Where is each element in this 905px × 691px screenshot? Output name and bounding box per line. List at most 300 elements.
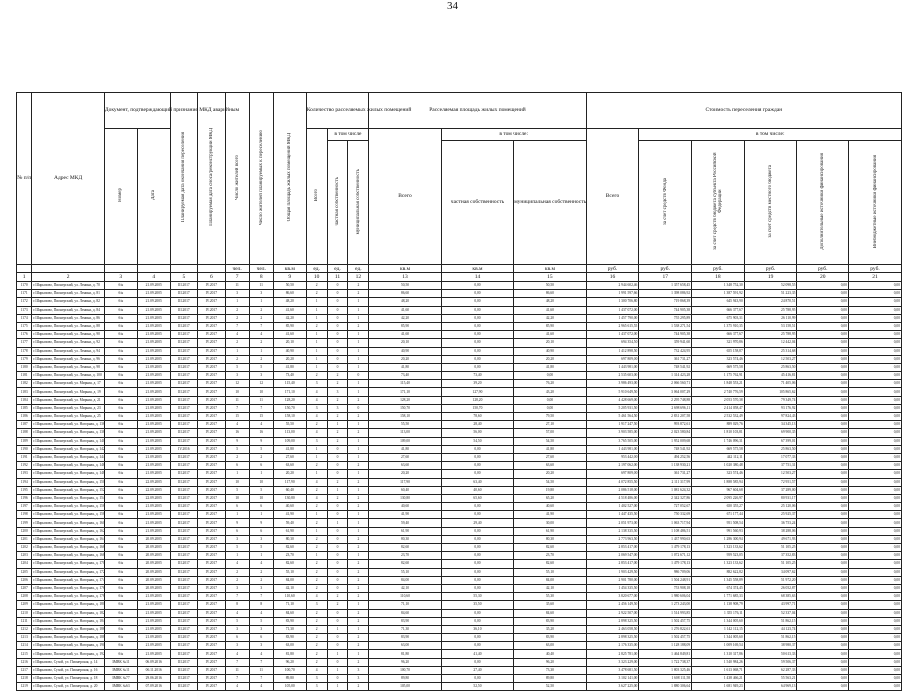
address-cell: г.Шарыпово, Пионерский, ул. Нагорная, д. 146 — [32, 462, 104, 470]
table-cell: 3 627 225,00 — [586, 683, 639, 691]
table-cell: 1201 — [17, 535, 32, 543]
table-cell: 21.09.2005 — [137, 282, 170, 290]
table-cell: 0 — [327, 552, 348, 560]
table-cell: б/н — [104, 355, 137, 363]
table-cell: 55,50 — [369, 421, 441, 429]
table-row — [17, 511, 902, 519]
table-cell: 2 138 335,50 — [586, 527, 639, 535]
table-cell: 3 — [225, 372, 249, 380]
table-cell: III.2017 — [170, 470, 197, 478]
table-cell: 1209 — [17, 601, 32, 609]
table-cell: 82,60 — [514, 544, 586, 552]
table-cell: 3 — [306, 675, 327, 683]
table-cell: 1211 — [17, 617, 32, 625]
table-cell: 57,00 — [514, 429, 586, 437]
table-cell: 0,00 — [849, 388, 902, 396]
table-cell: 0,00 — [797, 511, 849, 519]
table-cell: 52 337,04 — [744, 609, 797, 617]
table-cell: 4 — [249, 609, 273, 617]
table-cell: 1 — [327, 666, 348, 674]
table-cell: 4 — [306, 593, 327, 601]
table-cell: 37 751,31 — [744, 462, 797, 470]
table-cell: 1 081 624,32 — [639, 486, 692, 494]
table-cell: 25 120,06 — [744, 503, 797, 511]
table-cell: 54,50 — [514, 478, 586, 486]
table-cell: 110,60 — [369, 593, 441, 601]
table-cell: 0,00 — [797, 675, 849, 683]
table-cell: IV.2017 — [198, 552, 225, 560]
table-cell: 1 348 752,30 — [692, 282, 745, 290]
table-cell: 2 — [348, 290, 369, 298]
table-cell: 63,60 — [514, 462, 586, 470]
table-row — [17, 413, 902, 421]
header-fund: за счет средств Фонда — [639, 141, 692, 265]
table-cell: 36 753,24 — [744, 519, 797, 527]
table-cell: 0,00 — [797, 584, 849, 592]
table-cell: IV.2017 — [198, 453, 225, 461]
table-cell: б/н — [104, 544, 137, 552]
table-cell: III.2017 — [170, 519, 197, 527]
table-cell: 1 — [249, 298, 273, 306]
table-cell: 2 — [348, 478, 369, 486]
table-cell: 0 — [327, 675, 348, 683]
table-cell: 959 523,05 — [692, 552, 745, 560]
table-cell: б/н — [104, 650, 137, 658]
table-cell: 3 — [225, 625, 249, 633]
table-cell: 2 — [306, 650, 327, 658]
table-row — [17, 650, 902, 658]
table-cell: 41,80 — [273, 363, 306, 371]
table-cell: 1 273 243,00 — [639, 601, 692, 609]
table-cell: 1 — [225, 298, 249, 306]
table-cell: 0 — [327, 339, 348, 347]
table-cell: 2 — [348, 494, 369, 502]
header-subject-budget: за счет средств бюджета субъекта Российской Федерации — [692, 141, 745, 265]
table-cell: 1 — [225, 470, 249, 478]
table-cell: 0,00 — [797, 290, 849, 298]
table-cell: 0,00 — [797, 683, 849, 691]
table-cell: 150,70 — [273, 404, 306, 412]
table-cell: 84,00 — [369, 576, 441, 584]
table-cell: 2 — [306, 617, 327, 625]
table-cell: III.2017 — [170, 298, 197, 306]
table-cell: 0,00 — [849, 666, 902, 674]
table-cell: 0 — [327, 445, 348, 453]
table-cell: 4 — [225, 560, 249, 568]
table-cell: IV.2017 — [198, 666, 225, 674]
table-cell: 40,90 — [273, 347, 306, 355]
table-cell: IV.2017 — [198, 478, 225, 486]
table-cell: 0,00 — [441, 617, 513, 625]
table-cell: 0,00 — [849, 470, 902, 478]
table-cell: 5 — [225, 363, 249, 371]
unit-cell: руб. — [744, 265, 797, 273]
column-number-cell: 7 — [225, 273, 249, 282]
table-cell: 2 295 748,88 — [639, 396, 692, 404]
table-cell: III.2017 — [170, 544, 197, 552]
table-cell: 128,20 — [273, 396, 306, 404]
table-cell: 2 — [348, 609, 369, 617]
table-cell: 2 456 149,50 — [586, 601, 639, 609]
table-body — [17, 282, 902, 691]
table-cell: 1 063 717,94 — [639, 519, 692, 527]
unit-cell — [17, 265, 32, 273]
table-cell: IV.2017 — [198, 404, 225, 412]
table-cell: б/н — [104, 625, 137, 633]
table-cell: 2 — [225, 306, 249, 314]
table-cell: б/н — [104, 421, 137, 429]
table-cell: 0,00 — [849, 306, 902, 314]
table-cell: 45 416,81 — [744, 372, 797, 380]
table-row — [17, 568, 902, 576]
table-cell: 9 — [249, 519, 273, 527]
table-cell: 59,40 — [273, 519, 306, 527]
table-cell: 21.09.2005 — [137, 372, 170, 380]
table-cell: 1 — [348, 552, 369, 560]
table-cell: 22.09.2005 — [137, 478, 170, 486]
table-cell: 1 — [327, 421, 348, 429]
table-cell: 0 — [327, 576, 348, 584]
table-cell: 0,00 — [849, 331, 902, 339]
table-cell: 0,00 — [849, 314, 902, 322]
table-cell: IV.2017 — [198, 347, 225, 355]
address-cell: г.Шарыпово, Пионерский, ул. Нагорная, д. 186 — [32, 625, 104, 633]
table-cell: 4 — [306, 396, 327, 404]
table-cell: III.2017 — [170, 625, 197, 633]
table-cell: 4 — [306, 388, 327, 396]
table-cell: 41,80 — [369, 445, 441, 453]
table-cell: 1 888 585,94 — [692, 478, 745, 486]
table-cell: 1 — [348, 380, 369, 388]
table-cell: 39,20 — [441, 380, 513, 388]
table-cell: 3 — [225, 535, 249, 543]
table-cell: 0,00 — [441, 634, 513, 642]
table-cell: 12 442,04 — [744, 339, 797, 347]
table-cell: 2 — [306, 462, 327, 470]
table-cell: 20,10 — [369, 339, 441, 347]
table-cell: 0,00 — [797, 666, 849, 674]
table-cell: 0,00 — [849, 560, 902, 568]
table-cell: 20,10 — [514, 339, 586, 347]
table-cell: 1 952 009,68 — [639, 437, 692, 445]
table-cell: 4 — [249, 650, 273, 658]
table-cell: 105 865,62 — [744, 388, 797, 396]
table-cell: 0 — [327, 560, 348, 568]
table-cell: III.2017 — [170, 404, 197, 412]
table-cell: 0,00 — [797, 363, 849, 371]
table-cell: 11 — [225, 396, 249, 404]
table-cell: 1 — [306, 453, 327, 461]
table-cell: 0,00 — [797, 347, 849, 355]
table-cell: 1215 — [17, 650, 32, 658]
address-cell: г.Шарыпово, Пионерский, ул. Нагорная, д. 162 — [32, 527, 104, 535]
table-cell: 1 803 325,46 — [639, 666, 692, 674]
table-cell: IV.2017 — [198, 527, 225, 535]
table-cell: 2 — [306, 576, 327, 584]
table-cell: 694 354,50 — [586, 339, 639, 347]
table-cell: 84,60 — [369, 609, 441, 617]
table-cell: б/н — [104, 494, 137, 502]
table-cell: 6 — [225, 462, 249, 470]
table-cell: 2 — [249, 314, 273, 322]
table-cell: б/н — [104, 380, 137, 388]
table-cell: 2 — [327, 429, 348, 437]
table-cell: 1181 — [17, 372, 32, 380]
table-cell: 0,00 — [849, 593, 902, 601]
table-cell: 21.09.2005 — [137, 453, 170, 461]
table-cell: III.2017 — [170, 535, 197, 543]
table-cell: 7 — [225, 658, 249, 666]
table-cell: 0,00 — [797, 462, 849, 470]
table-cell: 1 771 685,33 — [692, 593, 745, 601]
table-cell: 1 502 457,75 — [639, 634, 692, 642]
table-cell: 753 908,18 — [639, 584, 692, 592]
table-cell: б/н — [104, 404, 137, 412]
table-cell: 1184 — [17, 396, 32, 404]
table-cell: 2 — [306, 584, 327, 592]
table-cell: 6 — [225, 527, 249, 535]
table-cell: б/н — [104, 584, 137, 592]
table-cell: ЗМВК №63 — [104, 683, 137, 691]
table-cell: 1 980 606,04 — [639, 593, 692, 601]
table-cell: 1213 — [17, 634, 32, 642]
table-cell: 85,90 — [369, 322, 441, 330]
table-cell: 0,00 — [797, 372, 849, 380]
table-cell: 21.09.2005 — [137, 642, 170, 650]
address-cell: г.Шарыпово, Пионерский, ул. Ленина, д. 81 — [32, 290, 104, 298]
table-cell: 0,00 — [849, 650, 902, 658]
table-cell: 0,00 — [441, 470, 513, 478]
table-cell: 2 069 547,00 — [586, 552, 639, 560]
table-cell: 52,50 — [514, 683, 586, 691]
table-cell: 20,10 — [273, 339, 306, 347]
table-cell: 22.09.2005 — [137, 494, 170, 502]
table-cell: 61,90 — [273, 527, 306, 535]
table-cell: 1 — [306, 331, 327, 339]
header-area-group: Расселяемая площадь жилых помещений — [369, 93, 586, 129]
table-cell: IV.2017 — [198, 593, 225, 601]
table-cell: 0,00 — [514, 372, 586, 380]
table-cell: 0,00 — [441, 298, 513, 306]
table-cell: 34 097,62 — [744, 568, 797, 576]
table-cell: 2 853 417,00 — [586, 560, 639, 568]
table-cell: 0,00 — [441, 355, 513, 363]
table-cell: 2 — [306, 658, 327, 666]
table-cell: 4 — [225, 683, 249, 691]
table-cell: 0 — [348, 372, 369, 380]
table-cell: 81,80 — [369, 650, 441, 658]
table-cell: 2 — [327, 478, 348, 486]
table-cell: 0,00 — [849, 576, 902, 584]
table-cell: 0 — [327, 511, 348, 519]
table-cell: 11 — [249, 396, 273, 404]
table-cell: 2 532 532,49 — [692, 413, 745, 421]
table-row — [17, 642, 902, 650]
table-cell: 1172 — [17, 298, 32, 306]
table-cell: 2 — [348, 544, 369, 552]
table-cell: 0,00 — [797, 421, 849, 429]
table-cell: 50,50 — [273, 282, 306, 290]
table-cell: 80,30 — [273, 535, 306, 543]
table-cell: 321 970,86 — [692, 339, 745, 347]
table-cell: 10 — [249, 478, 273, 486]
table-cell: 666 377,67 — [692, 306, 745, 314]
table-cell: 2 — [306, 503, 327, 511]
table-cell: 12 503,27 — [744, 355, 797, 363]
table-cell: 55,30 — [514, 593, 586, 601]
table-cell: III.2017 — [170, 609, 197, 617]
table-cell: 20.09.2005 — [137, 568, 170, 576]
address-cell: г.Шарыпово, Пионерский, ул. Нагорная, д. 152 — [32, 486, 104, 494]
table-cell: 0,00 — [797, 609, 849, 617]
table-cell: 21.09.2005 — [137, 421, 170, 429]
table-cell: б/н — [104, 388, 137, 396]
table-cell: 0,00 — [441, 675, 513, 683]
table-cell: 1 454 335,50 — [586, 584, 639, 592]
table-cell: 1182 — [17, 380, 32, 388]
table-cell: 27,10 — [514, 421, 586, 429]
table-cell: III.2017 — [170, 462, 197, 470]
table-row — [17, 290, 902, 298]
table-cell: 1190 — [17, 445, 32, 453]
table-cell: IV.2017 — [198, 429, 225, 437]
table-cell: 115,40 — [369, 380, 441, 388]
table-cell: 675 903,31 — [692, 314, 745, 322]
table-cell: 2 901 780,00 — [586, 576, 639, 584]
table-cell: 55,50 — [273, 421, 306, 429]
table-cell: IV.2017 — [198, 314, 225, 322]
table-cell: 0,00 — [797, 396, 849, 404]
table-cell: 4 — [225, 421, 249, 429]
table-row — [17, 462, 902, 470]
table-cell: 2 — [348, 322, 369, 330]
table-cell: 1 — [306, 339, 327, 347]
table-cell: 0,00 — [849, 503, 902, 511]
table-cell: III.2017 — [170, 437, 197, 445]
table-cell: III.2017 — [170, 388, 197, 396]
table-cell: 5 — [249, 445, 273, 453]
table-cell: 0,00 — [849, 339, 902, 347]
table-cell: 0,00 — [849, 462, 902, 470]
table-cell: б/н — [104, 617, 137, 625]
table-cell: IV.2017 — [198, 462, 225, 470]
header-additional-sources: Дополнительные источники финансирования — [797, 141, 849, 265]
column-number-cell: 12 — [348, 273, 369, 282]
header-cost-including: в том числе: — [639, 129, 902, 141]
table-cell: 3 — [348, 675, 369, 683]
table-cell: 11 — [249, 666, 273, 674]
table-cell: 23,70 — [273, 552, 306, 560]
table-cell: 1 437 072,00 — [586, 306, 639, 314]
table-cell: 0,00 — [797, 535, 849, 543]
address-cell: г.Шарыпово, Пионерский, ул. Ленина, д. 82 — [32, 298, 104, 306]
table-cell: 1 286 300,94 — [692, 535, 745, 543]
table-cell: 0,00 — [797, 355, 849, 363]
table-cell: 1 447 435,50 — [586, 511, 639, 519]
header-rooms-group: Количество расселяемых жилых помещений — [306, 93, 369, 129]
table-cell: 9 — [225, 519, 249, 527]
table-cell: 0,00 — [797, 634, 849, 642]
address-cell: г.Шарыпово, Пионерский, ул. Нагорная, д. 156 — [32, 503, 104, 511]
table-cell: 0,00 — [849, 478, 902, 486]
table-cell: 0,00 — [441, 609, 513, 617]
table-cell: 727 052,67 — [639, 503, 692, 511]
table-cell: 2 — [225, 568, 249, 576]
table-cell: 171,10 — [369, 388, 441, 396]
table-row — [17, 347, 902, 355]
table-row — [17, 429, 902, 437]
table-cell: 2 — [306, 634, 327, 642]
table-cell: 1 355 176,11 — [692, 609, 745, 617]
table-cell: 2 — [348, 584, 369, 592]
header-area-total: Всего — [369, 129, 441, 265]
table-cell: 3 — [327, 404, 348, 412]
table-cell: 1 — [306, 527, 327, 535]
table-cell: 1176 — [17, 331, 32, 339]
table-cell: 1 — [348, 347, 369, 355]
table-cell: б/н — [104, 453, 137, 461]
table-cell: 993 872,61 — [639, 421, 692, 429]
table-cell: IV.2017 — [198, 355, 225, 363]
table-cell: IV.2017 — [198, 413, 225, 421]
table-cell: 0,00 — [797, 617, 849, 625]
table-cell: 0,00 — [797, 568, 849, 576]
table-cell: б/н — [104, 609, 137, 617]
header-residents-planned: Число жителей планируемых к переселению — [249, 93, 273, 265]
table-cell: 79 349,74 — [744, 396, 797, 404]
table-cell: 3 — [327, 388, 348, 396]
table-cell: 84,60 — [273, 609, 306, 617]
table-cell: 1 — [348, 650, 369, 658]
table-row — [17, 478, 902, 486]
table-cell: 55,10 — [273, 568, 306, 576]
table-cell: 1174 — [17, 314, 32, 322]
table-cell: 0 — [327, 314, 348, 322]
table-cell: 3 — [348, 666, 369, 674]
table-cell: 21.09.2005 — [137, 634, 170, 642]
table-cell: 54,50 — [441, 437, 513, 445]
table-cell: 1 — [348, 486, 369, 494]
header-extrabudget-sources: Внебюджетные источники финансирования — [849, 141, 902, 265]
table-cell: 0,00 — [441, 642, 513, 650]
table-cell: 0 — [327, 658, 348, 666]
table-cell: 7 — [249, 404, 273, 412]
table-cell: 83,90 — [514, 617, 586, 625]
table-cell: 2 — [306, 486, 327, 494]
table-cell: 71,10 — [273, 601, 306, 609]
address-cell: г.Шарыпово, Пионерский, ул. Мирная, д. 23 — [32, 404, 104, 412]
table-cell: 1210 — [17, 609, 32, 617]
table-cell: 2 740 776,59 — [692, 388, 745, 396]
table-cell: 5 — [225, 445, 249, 453]
table-cell: 0,00 — [849, 658, 902, 666]
table-cell: 130,80 — [273, 494, 306, 502]
table-cell: 0,00 — [441, 445, 513, 453]
table-cell: 20,20 — [273, 355, 306, 363]
table-cell: 21.09.2005 — [137, 503, 170, 511]
table-cell: 1 — [348, 421, 369, 429]
table-cell: 0,00 — [849, 535, 902, 543]
table-cell: 2 — [225, 453, 249, 461]
table-cell: 3 — [306, 404, 327, 412]
table-cell: 1 142 112,15 — [692, 625, 745, 633]
table-cell: 1 398 086,92 — [639, 290, 692, 298]
table-cell: 0,00 — [441, 503, 513, 511]
column-number-cell: 19 — [744, 273, 797, 282]
table-cell: 21.09.2005 — [137, 470, 170, 478]
table-cell: 30,00 — [514, 519, 586, 527]
table-cell: 21.09.2005 — [137, 314, 170, 322]
